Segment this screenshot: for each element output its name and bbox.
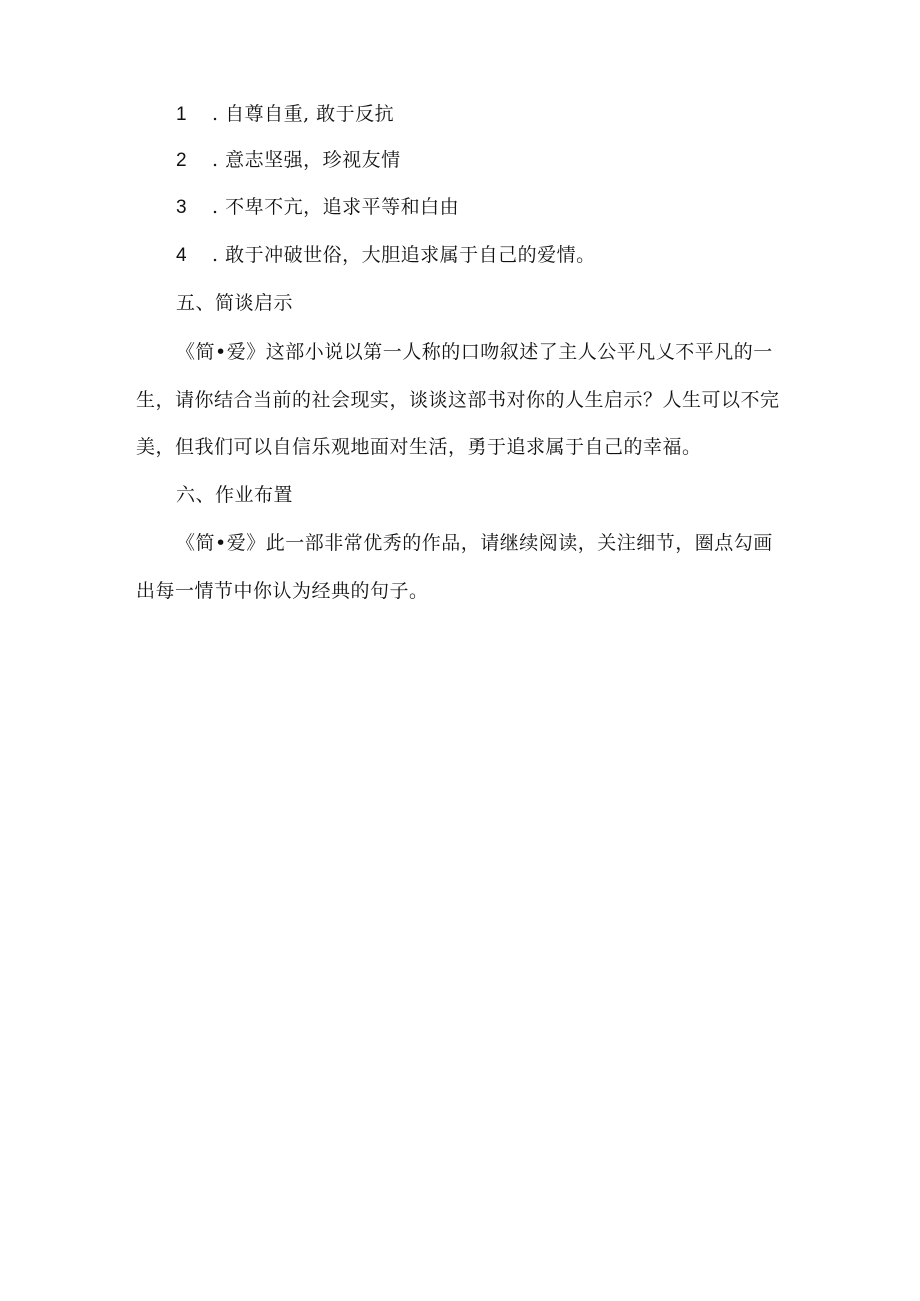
list-text: . 意志坚强，珍视友情 xyxy=(212,149,401,171)
list-item xyxy=(176,100,394,129)
paragraph-line: 《简•爱》此一部非常优秀的作品，请继续阅读，关注细节，圈点勾画 xyxy=(176,532,773,554)
list-text: . 自尊自重, 敢于反抗 xyxy=(212,103,395,125)
list-item xyxy=(176,241,596,270)
section-heading-homework: 六、作业布置 xyxy=(176,484,294,506)
list-text: . 不卑不亢，追求平等和白由 xyxy=(212,196,460,218)
list-number: 4 xyxy=(176,245,188,266)
paragraph-line: 出每一情节中你认为经典的句子。 xyxy=(136,580,429,602)
list-number: 3 xyxy=(176,197,188,218)
list-number: 1 xyxy=(176,104,188,125)
list-item xyxy=(176,193,459,222)
paragraph-line: 美，但我们可以自信乐观地面对生活，勇于追求属于自己的幸福。 xyxy=(136,436,702,458)
list-item xyxy=(176,146,401,175)
list-text: . 敢于冲破世俗，大胆追求属于自己的爱情。 xyxy=(212,244,596,266)
section-heading-enlightenment: 五、简谈启示 xyxy=(176,292,294,314)
paragraph-line: 生，请你结合当前的社会现实，谈谈这部书对你的人生启示？人生可以不完 xyxy=(136,389,780,411)
paragraph-line: 《简•爱》这部小说以第一人称的口吻叙述了主人公平凡乂不平凡的一 xyxy=(176,341,773,363)
list-number: 2 xyxy=(176,150,188,171)
